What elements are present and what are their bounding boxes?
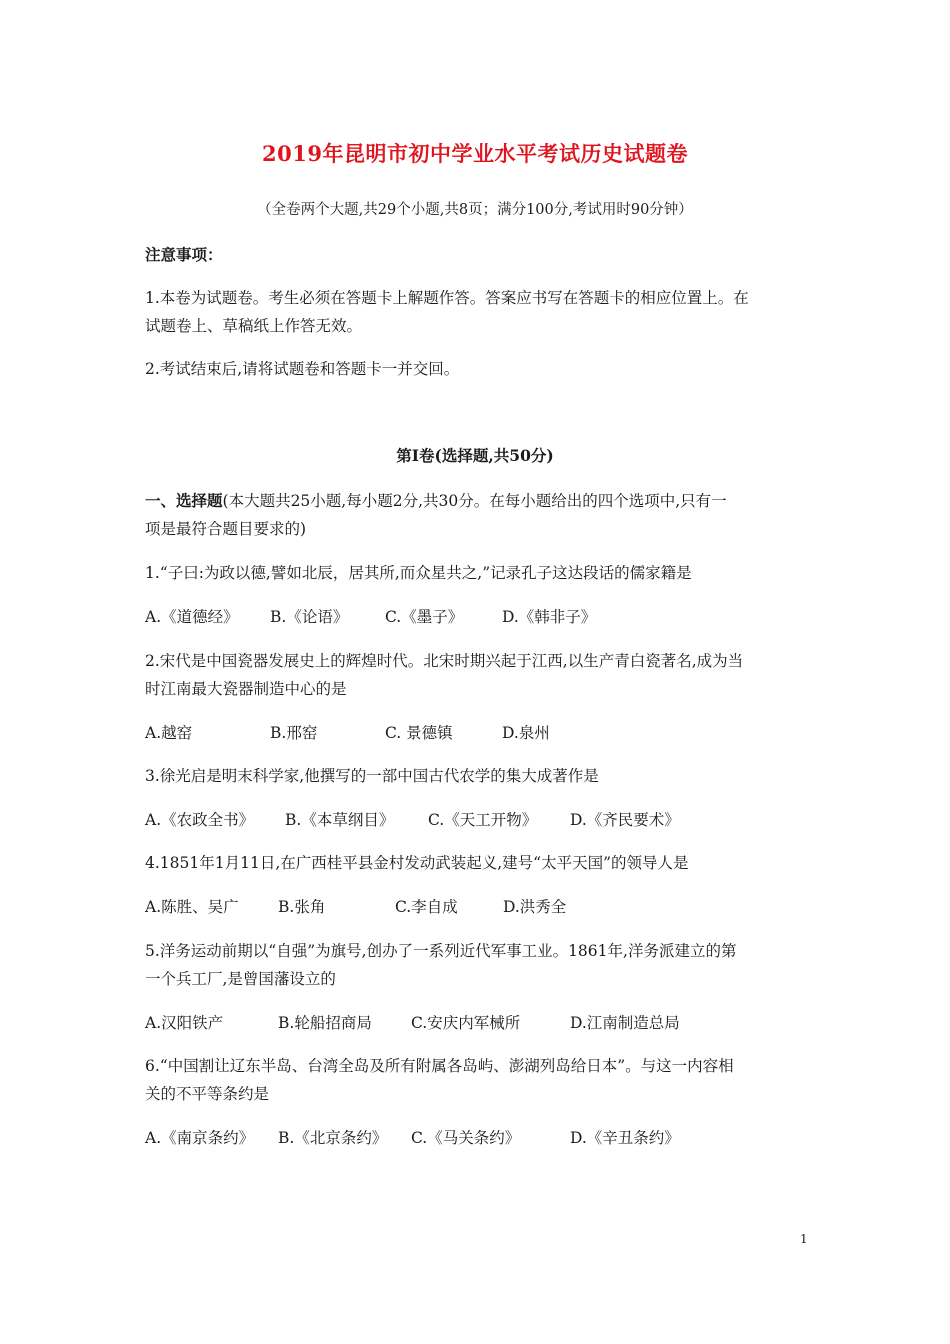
question-5-text-line-1: 5.洋务运动前期以“自强”为旗号,创办了一系列近代军事工业。1861年,洋务派建立的第 [145,942,737,960]
page-number: 1 [800,1232,808,1246]
question-1-option-d: D.《韩非子》 [502,608,597,626]
section-heading-line-2: 项是最符合题目要求的) [145,520,307,538]
question-6-text-line-1: 6.“中国割让辽东半岛、台湾全岛及所有附属各岛屿、澎湖列岛给日本”。与这一内容相 [145,1057,734,1075]
section-title: 第Ⅰ卷(选择题,共50分) [396,446,554,465]
question-4-text: 4.1851年1月11日,在广西桂平县金村发动武装起义,建号“太平天国”的领导人是 [145,854,689,872]
question-3-option-a: A.《农政全书》 [145,811,255,829]
question-2-option-c: C. 景德镇 [385,724,453,742]
question-6-option-b: B.《北京条约》 [278,1129,388,1147]
note-1-line-1: 1.本卷为试题卷。考生必须在答题卡上解题作答。答案应书写在答题卡的相应位置上。在 [145,289,749,307]
question-5-option-c: C.安庆内军械所 [411,1014,521,1032]
question-5-option-a: A.汉阳铁产 [145,1014,224,1032]
question-3-text: 3.徐光启是明末科学家,他撰写的一部中国古代农学的集大成著作是 [145,767,599,785]
note-2: 2.考试结束后,请将试题卷和答题卡一并交回。 [145,360,460,378]
question-1-option-a: A.《道德经》 [145,608,239,626]
question-2-option-d: D.泉州 [502,724,550,742]
question-5-option-b: B.轮船招商局 [278,1014,372,1032]
question-2-text-line-1: 2.宋代是中国瓷器发展史上的辉煌时代。北宋时期兴起于江西,以生产青白瓷著名,成为当 [145,652,744,670]
section-heading-line-1 [145,489,810,511]
section-heading-rest: (本大题共25小题,每小题2分,共30分。在每小题给出的四个选项中,只有一 [222,492,727,510]
question-1-option-c: C.《墨子》 [385,608,464,626]
question-3-option-b: B.《本草纲目》 [285,811,395,829]
question-5-option-d: D.江南制造总局 [570,1014,680,1032]
question-6-text-line-2: 关的不平等条约是 [145,1085,270,1103]
question-3-option-d: D.《齐民要术》 [570,811,680,829]
question-4-option-b: B.张角 [278,898,326,916]
question-2-text-line-2: 时江南最大瓷器制造中心的是 [145,680,347,698]
question-2-option-b: B.邢窑 [270,724,318,742]
question-1-option-b: B.《论语》 [270,608,349,626]
question-6-option-a: A.《南京条约》 [145,1129,255,1147]
section-heading-bold: 一、选择题 [145,491,223,510]
question-5-text-line-2: 一个兵工厂,是曾国藩设立的 [145,970,336,988]
question-4-option-a: A.陈胜、吴广 [145,898,239,916]
question-6-option-d: D.《辛丑条约》 [570,1129,680,1147]
question-1-text: 1.“子曰:为政以德,譬如北辰，居其所,而众星共之,”记录孔子这达段话的儒家籍是 [145,564,692,582]
note-1-line-2: 试题卷上、草稿纸上作答无效。 [145,317,363,335]
question-4-option-c: C.李自成 [395,898,458,916]
question-3-option-c: C.《天工开物》 [428,811,538,829]
question-2-option-a: A.越窑 [145,724,193,742]
exam-title: 2019年昆明市初中学业水平考试历史试题卷 [262,141,688,166]
notes-heading: 注意事项： [145,245,223,264]
exam-subtitle: （全卷两个大题,共29个小题,共8页；满分100分,考试用时90分钟） [257,202,693,218]
question-4-option-d: D.洪秀全 [503,898,567,916]
question-6-option-c: C.《马关条约》 [411,1129,521,1147]
